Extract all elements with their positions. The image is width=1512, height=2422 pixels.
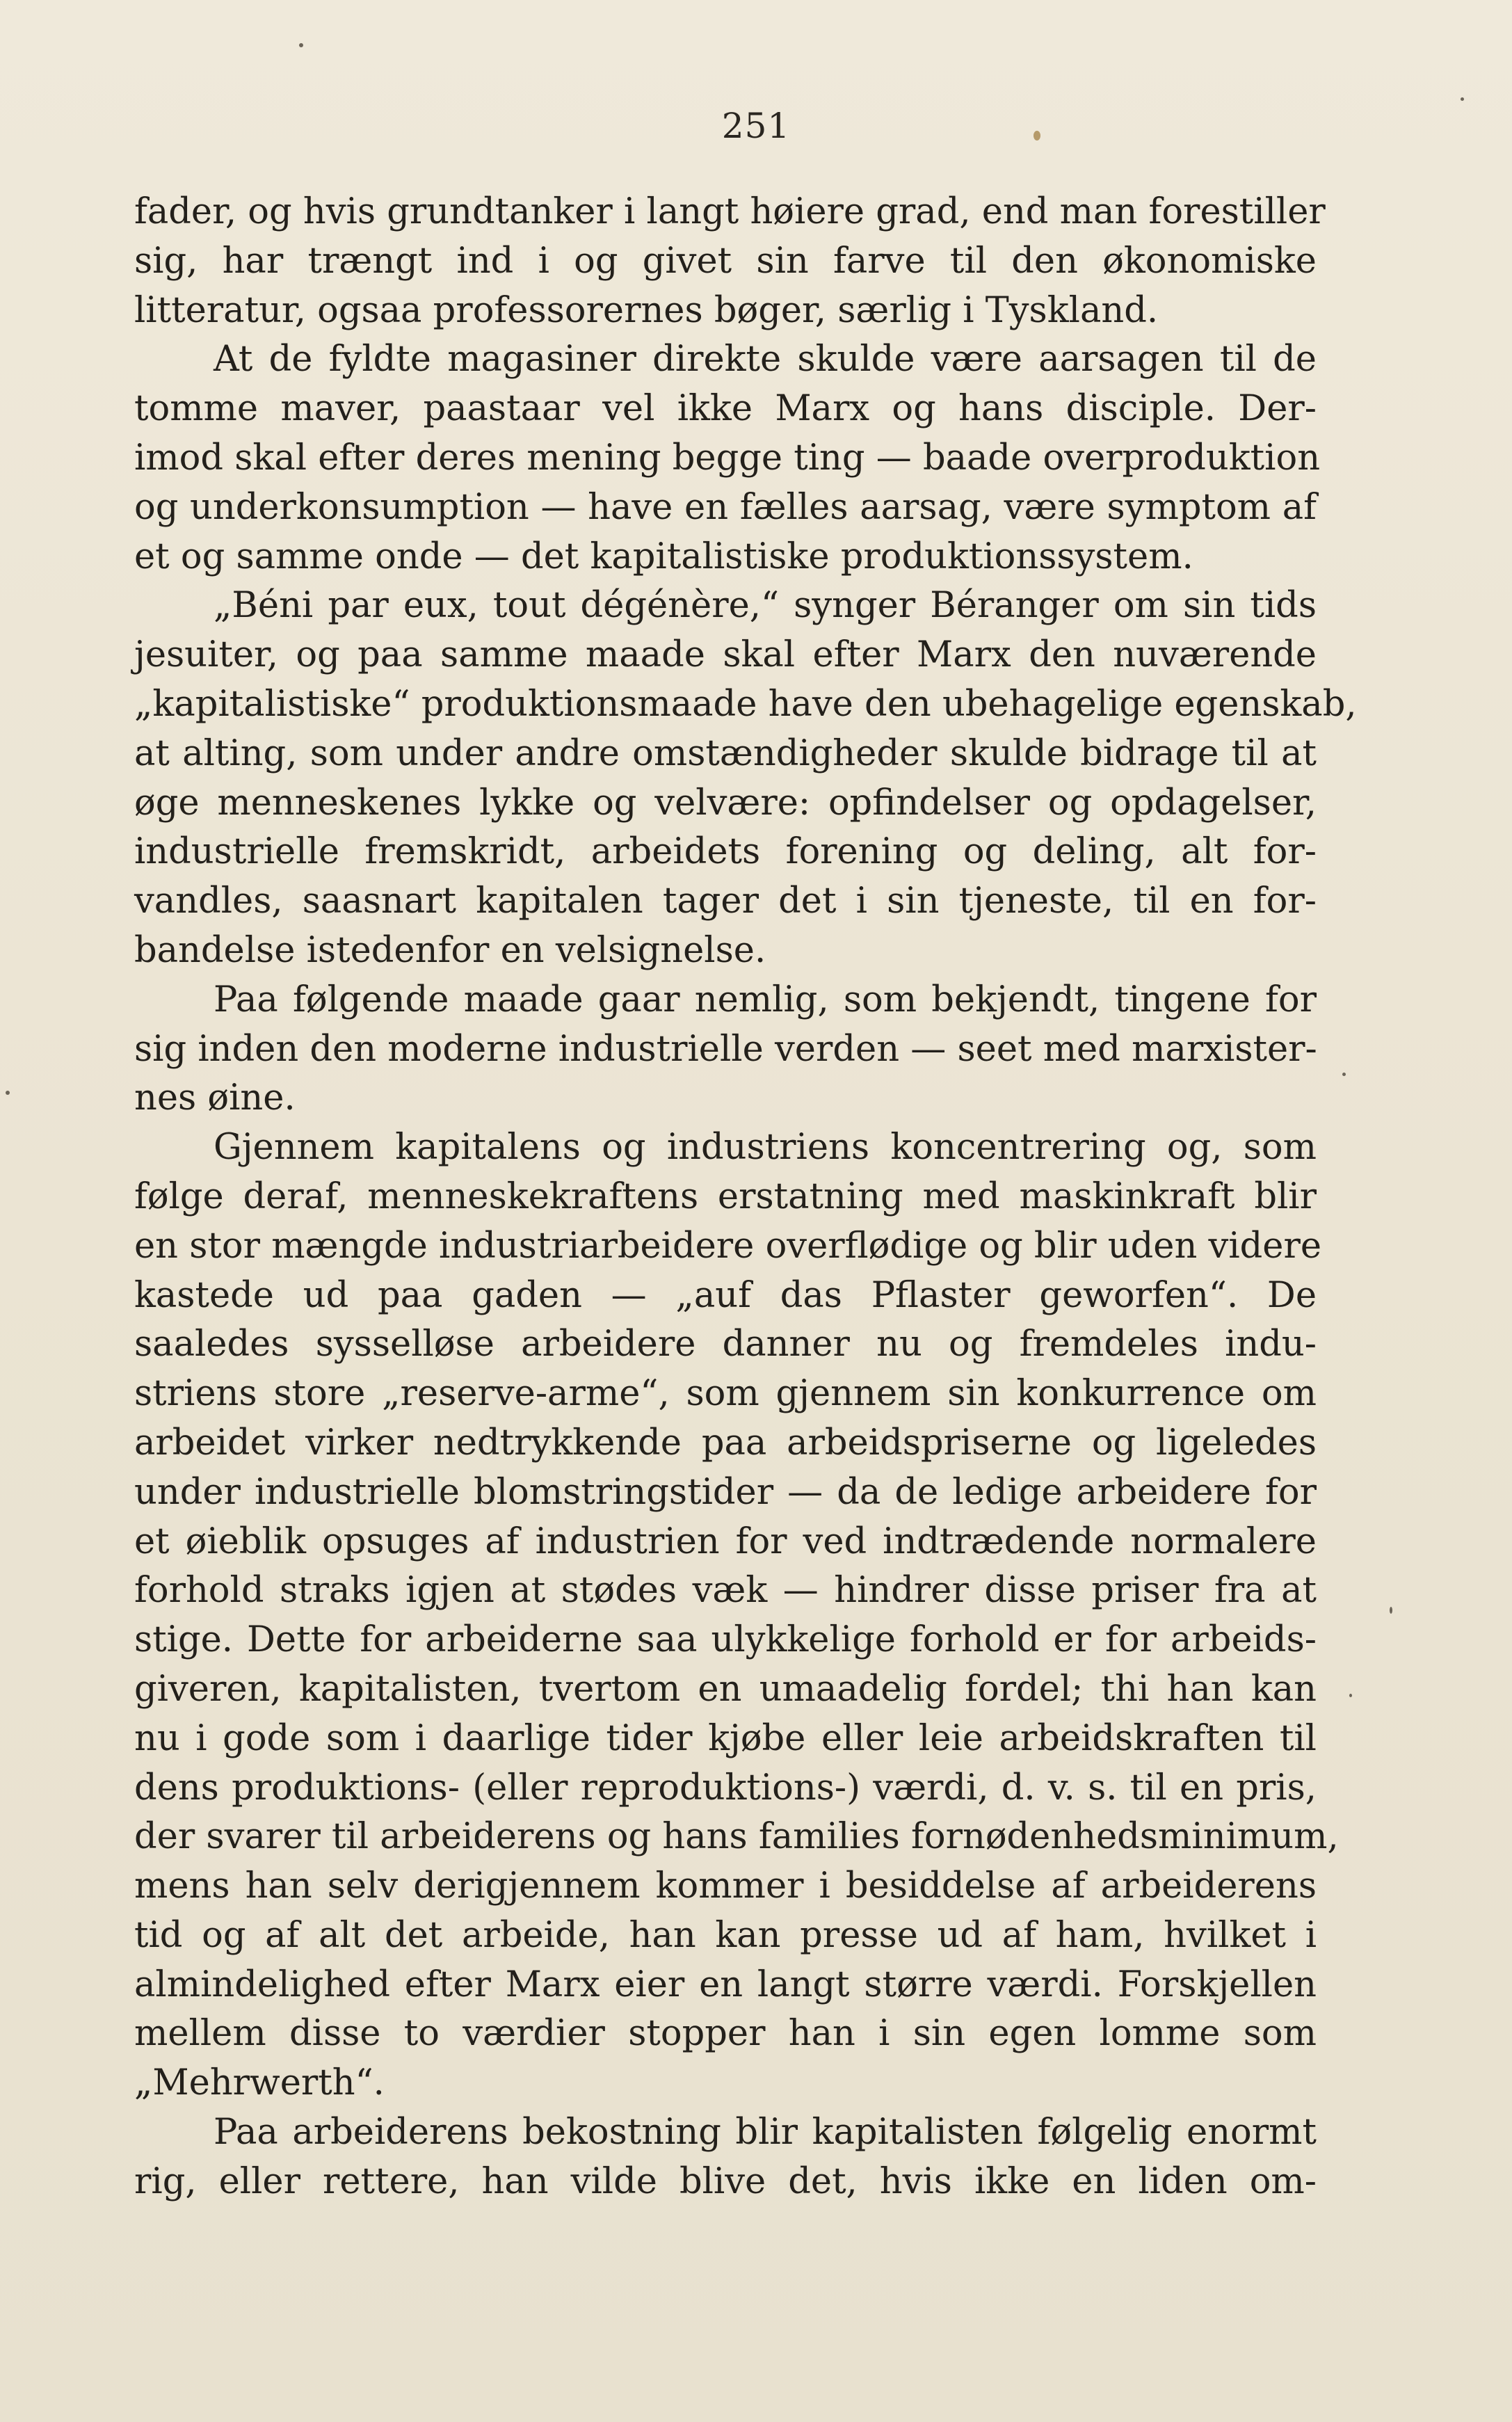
text-line: stige. Dette for arbeiderne saa ulykkelige forhold er for arbeids-	[134, 1619, 1317, 1661]
text-line: forhold straks igjen at stødes væk — hindrer disse priser fra at	[134, 1570, 1317, 1612]
text-line: tid og af alt det arbeide, han kan presse ud af ham, hvilket i	[134, 1914, 1317, 1956]
text-line: „kapitalistiske“ produktionsmaade have den ubehagelige egenskab,	[134, 683, 1357, 725]
text-line: at alting, som under andre omstændigheder skulde bidrage til at	[134, 732, 1317, 774]
text-line: dens produktions- (eller reproduktions-) værdi, d. v. s. til en pris,	[134, 1767, 1317, 1809]
paper-speck	[1349, 1694, 1352, 1697]
text-line: arbeidet virker nedtrykkende paa arbeidspriserne og ligeledes	[134, 1422, 1317, 1463]
text-line: tomme maver, paastaar vel ikke Marx og hans disciple. Der-	[134, 388, 1317, 430]
text-line: nes øine.	[134, 1077, 296, 1119]
text-line: fader, og hvis grundtanker i langt høiere grad, end man forestiller	[134, 191, 1326, 232]
text-line: og underkonsumption — have en fælles aarsag, være symptom af	[134, 486, 1317, 528]
text-line: „Béni par eux, tout dégénère,“ synger Béranger om sin tids	[214, 585, 1317, 627]
text-line: mellem disse to værdier stopper han i sin egen lomme som	[134, 2013, 1317, 2055]
text-line: striens store „reserve-arme“, som gjennem sin konkurrence om	[134, 1373, 1317, 1415]
text-line: et og samme onde — det kapitalistiske produktionssystem.	[134, 536, 1193, 577]
text-line: litteratur, ogsaa professorernes bøger, særlig i Tyskland.	[134, 289, 1159, 331]
text-line: „Mehrwerth“.	[134, 2062, 385, 2104]
paper-speck	[299, 43, 303, 47]
text-line: Paa følgende maade gaar nemlig, som bekjendt, tingene for	[214, 979, 1317, 1020]
text-line: Gjennem kapitalens og industriens koncentrering og, som	[214, 1127, 1317, 1169]
text-line: At de fyldte magasiner direkte skulde være aarsagen til de	[214, 339, 1317, 380]
text-line: vandles, saasnart kapitalen tager det i sin tjeneste, til en for-	[134, 881, 1317, 922]
text-line: nu i gode som i daarlige tider kjøbe eller leie arbeidskraften til	[134, 1717, 1317, 1759]
text-line: en stor mængde industriarbeidere overflødige og blir uden videre	[134, 1225, 1322, 1267]
paper-speck	[1390, 1607, 1392, 1614]
text-line: giveren, kapitalisten, tvertom en umaadelig fordel; thi han kan	[134, 1668, 1317, 1710]
paper-speck	[1034, 131, 1040, 141]
text-line: mens han selv derigjennem kommer i besiddelse af arbeiderens	[134, 1866, 1317, 1907]
text-line: følge deraf, menneskekraftens erstatning med maskinkraft blir	[134, 1176, 1317, 1217]
page-text	[134, 188, 1357, 2207]
text-line: almindelighed efter Marx eier en langt større værdi. Forskjellen	[134, 1964, 1317, 2005]
text-line: øge menneskenes lykke og velvære: opfindelser og opdagelser,	[134, 782, 1317, 824]
text-line: jesuiter, og paa samme maade skal efter Marx den nuværende	[134, 634, 1317, 676]
text-line: Paa arbeiderens bekostning blir kapitalisten følgelig enormt	[214, 2112, 1317, 2154]
text-line: sig inden den moderne industrielle verden — seet med marxister-	[134, 1028, 1317, 1070]
paper-speck	[1342, 1073, 1346, 1076]
text-line: et øieblik opsuges af industrien for ved indtrædende normalere	[134, 1521, 1317, 1562]
text-line: rig, eller rettere, han vilde blive det, hvis ikke en liden om-	[134, 2160, 1317, 2202]
text-line: kastede ud paa gaden — „auf das Pflaster geworfen“. De	[134, 1274, 1317, 1316]
page-number: 251	[721, 106, 791, 146]
paper-speck	[6, 1091, 10, 1095]
text-line: bandelse istedenfor en velsignelse.	[134, 929, 766, 971]
text-line: saaledes sysselløse arbeidere danner nu og fremdeles indu-	[134, 1324, 1317, 1365]
text-line: imod skal efter deres mening begge ting — baade overproduktion	[134, 437, 1321, 479]
paper-speck	[1461, 97, 1464, 101]
text-line: der svarer til arbeiderens og hans families fornødenhedsminimum,	[134, 1816, 1339, 1858]
text-line: under industrielle blomstringstider — da de ledige arbeidere for	[134, 1471, 1317, 1513]
text-line: sig, har trængt ind i og givet sin farve til den økonomiske	[134, 240, 1317, 282]
text-line: industrielle fremskridt, arbeidets forening og deling, alt for-	[134, 831, 1317, 873]
